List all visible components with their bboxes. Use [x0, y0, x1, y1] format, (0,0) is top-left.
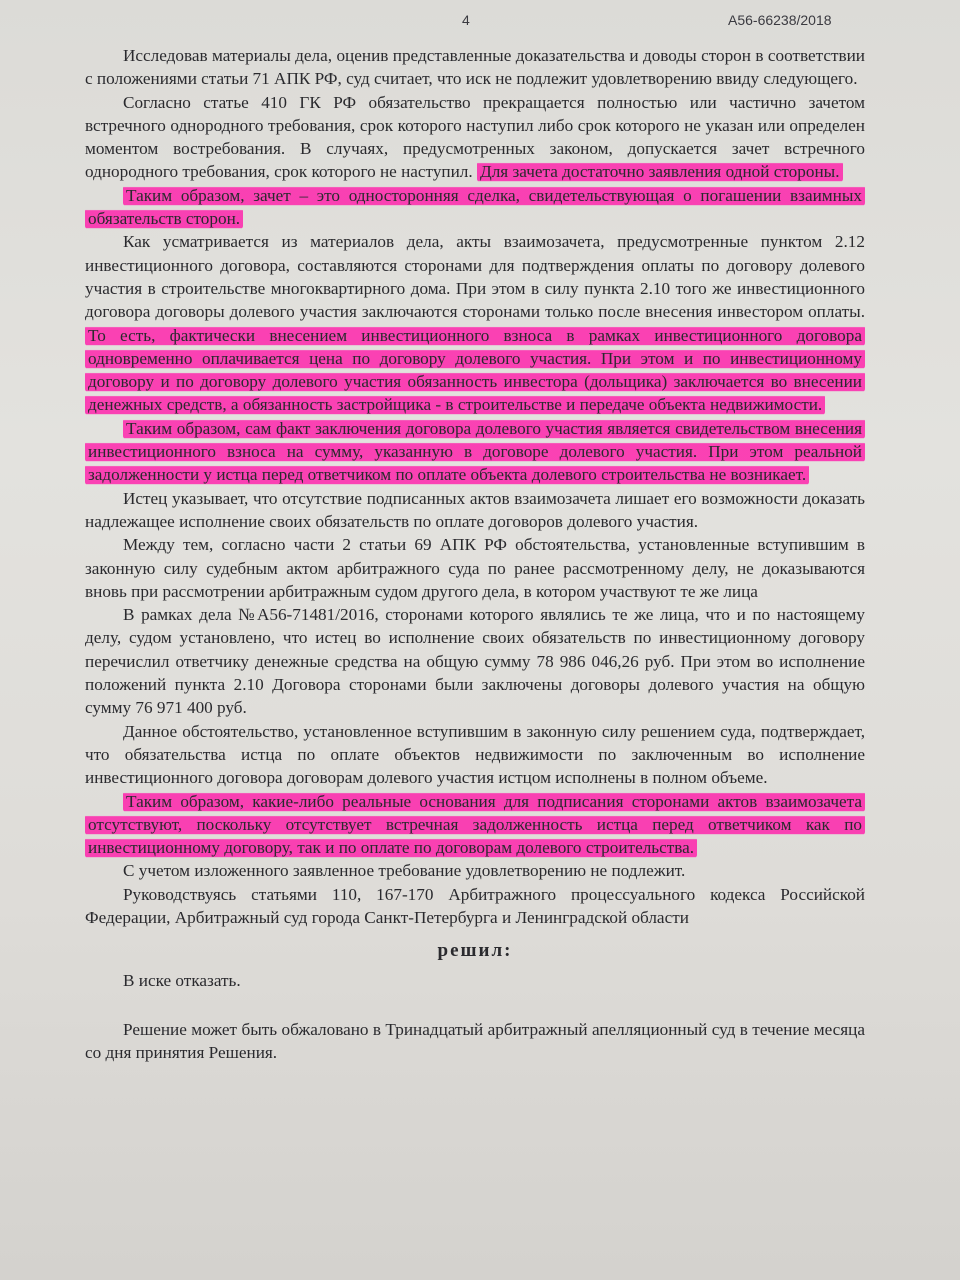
- case-number: А56-66238/2018: [728, 12, 832, 28]
- paragraph-6: Истец указывает, что отсутствие подписанных актов взаимозачета лишает его возможности доказать надлежащее исполнение своих обязательств по оплате договоров долевого участия.: [85, 488, 865, 531]
- highlighted-text: То есть, фактически внесением инвестиционного взноса в рамках инвестиционного договора одновременно оплачивается цена по договору долевого участия. При этом и по инвестиционному договору и по договору долевого участия обязанность инвестора (дольщика) заключается во внесении денежных средств, а обязанность застройщика - в строительстве и передаче объекта недвижимости.: [85, 325, 865, 416]
- paragraph-12: Руководствуясь статьями 110, 167-170 Арбитражного процессуального кодекса Российской Федерации, Арбитражный суд города Санкт-Петербурга и Ленинградской области: [85, 884, 865, 927]
- document-body: [85, 44, 865, 1064]
- paragraph-3: [85, 184, 865, 231]
- paragraph-4: Как усматривается из материалов дела, акты взаимозачета, предусмотренные пунктом 2.12 инвестиционного договора, составляются сторонами для подтверждения оплаты по договору долевого участия в строительстве многоквартирного дома. При этом в силу пункта 2.10 того же инвестиционного договора договоры долевого участия заключаются сторонами только после внесения инвестором оплаты. То есть, фактически внесением инвестиционного взноса в рамках инвестиционного договора одновременно оплачивается цена по договору долевого участия. При этом и по инвестиционному договору и по договору долевого участия обязанность инвестора (дольщика) заключается во внесении денежных средств, а обязанность застройщика - в строительстве и передаче объекта недвижимости.: [85, 232, 865, 415]
- decision-heading: решил:: [437, 940, 513, 962]
- paragraph-1: Исследовав материалы дела, оценив представленные доказательства и доводы сторон в соответствии с положениями статьи 71 АПК РФ, суд считает, что иск не подлежит удовлетворению ввиду следующего.: [85, 46, 865, 89]
- paragraph-9: Данное обстоятельство, установленное вступившим в законную силу решением суда, подтверждает, что обязательства истца по оплате объектов недвижимости по заключенным во исполнение инвестиционного договора договорам долевого участия истцом исполнены в полном объеме.: [85, 721, 865, 788]
- paragraph-2: Согласно статье 410 ГК РФ обязательство прекращается полностью или частично зачетом встречного однородного требования, срок которого наступил либо срок которого не указан или определен моментом востребования. В случаях, предусмотренных законом, допускается зачет встречного однородного требования, срок которого не наступил. Для зачета достаточно заявления одной стороны.: [85, 92, 865, 182]
- highlighted-text: Таким образом, какие-либо реальные основания для подписания сторонами актов взаимозачета отсутствуют, поскольку отсутствует встречная задолженность истца перед ответчиком как по инвестиционному договору, так и по оплате по договорам долевого строительства.: [85, 791, 865, 859]
- highlighted-text: Для зачета достаточно заявления одной стороны.: [477, 161, 843, 182]
- paragraph-5: [85, 417, 865, 487]
- paragraph-10: [85, 790, 865, 860]
- paragraph-11: С учетом изложенного заявленное требование удовлетворению не подлежит.: [123, 861, 686, 881]
- highlighted-text: Таким образом, зачет – это односторонняя сделка, свидетельствующая о погашении взаимных обязательств сторон.: [85, 185, 865, 229]
- appeal-notice: Решение может быть обжаловано в Тринадцатый арбитражный апелляционный суд в течение месяца со дня принятия Решения.: [85, 1019, 865, 1063]
- paragraph-7: Между тем, согласно части 2 статьи 69 АПК РФ обстоятельства, установленные вступившим в законную силу судебным актом арбитражного суда по ранее рассмотренному делу, не доказываются вновь при рассмотрении арбитражным судом другого дела, в котором участвуют те же лица: [85, 535, 865, 601]
- decision-text: В иске отказать.: [123, 970, 241, 990]
- page-number: 4: [462, 12, 470, 28]
- highlighted-text: Таким образом, сам факт заключения договора долевого участия является свидетельством внесения инвестиционного взноса на сумму, указанную в договоре долевого участия. При этом реальной задолженности у истца перед ответчиком по оплате объекта долевого строительства не возникает.: [85, 418, 865, 486]
- paragraph-8: В рамках дела №А56-71481/2016, сторонами которого являлись те же лица, что и по настоящему делу, судом установлено, что истец во исполнение своих обязательств по инвестиционному договору перечислил ответчику денежные средства на общую сумму 78 986 046,26 руб. При этом во исполнение положений пункта 2.10 Договора сторонами были заключены договоры долевого участия на общую сумму 76 971 400 руб.: [85, 605, 865, 718]
